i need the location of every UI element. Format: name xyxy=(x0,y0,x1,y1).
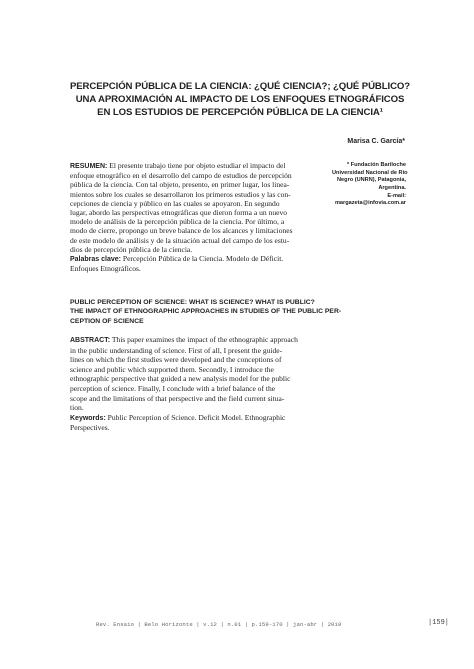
abstract-line: mientos sobre los cuales se desarrollaron los primeros estudios y las con- xyxy=(70,189,291,199)
title-en-line: THE IMPACT OF ETHNOGRAPHIC APPROACHES IN STUDIES OF THE PUBLIC PER- xyxy=(70,308,342,316)
abstract-line: modo de cierre, propongo un breve balance de los alcances y limitaciones xyxy=(70,226,293,236)
abstract-label: RESUMEN: xyxy=(70,163,108,170)
abstract-line: RESUMEN: El presente trabajo tiene por objeto estudiar el impacto del xyxy=(70,161,286,170)
abstract-line: science and public which supported them. Secondly, I introduce the xyxy=(70,364,274,374)
article-title-en xyxy=(70,298,340,326)
abstract-line: enfoque etnográfico en el desarrollo del campo de estudios de percepción xyxy=(70,171,292,181)
abstract-line: lines on which the first studies were developed and the conceptions of xyxy=(70,355,282,365)
affiliation-line: Negro (UNRN), Patagonia, xyxy=(337,177,406,184)
keywords-label: Palabras clave: xyxy=(70,256,121,264)
journal-citation: Rev. Ensaio | Belo Horizonte | v.12 | n.01 | p.159-170 | jan-abr | 2010 xyxy=(96,621,342,628)
title-line: EN LOS ESTUDIOS DE PERCEPCIÓN PÚBLICA DE LA CIENCIA¹ xyxy=(97,107,383,118)
abstract-line: cepciones de ciencia y público en las cuales se apoyaron. En segundo xyxy=(70,198,280,208)
page-number: |159| xyxy=(428,619,450,627)
abstract-es xyxy=(70,161,323,273)
abstract-line: modelo de análisis de la percepción pública de la ciencia. Por último, a xyxy=(70,217,285,227)
title-line: UNA APROXIMACIÓN AL IMPACTO DE LOS ENFOQUES ETNOGRÁFICOS xyxy=(75,94,405,105)
abstract-line: ethnographic perspective that guided a new analysis model for the public xyxy=(70,374,291,384)
author-name: Marisa C. García* xyxy=(347,138,405,145)
abstract-line: de este modelo de análisis y de la situación actual del campo de los estu- xyxy=(70,235,290,245)
keywords-line: Keywords: Public Perception of Science. Deficit Model. Ethnographic xyxy=(70,412,286,422)
title-en-line: CEPTION OF SCIENCE xyxy=(70,317,144,325)
abstract-line: lugar, abordo las perspectivas etnográficas que dieron forma a un nuevo xyxy=(70,208,288,218)
abstract-label: ABSTRACT: xyxy=(70,337,111,344)
article-title-es xyxy=(40,80,440,119)
abstract-line: ABSTRACT: This paper examines the impact of the ethnographic approach xyxy=(70,335,298,344)
author-affiliation xyxy=(332,162,406,208)
affiliation-line: * Fundación Bariloche xyxy=(346,162,406,168)
keywords-label: Keywords: xyxy=(70,414,106,422)
abstract-line: dios de percepción pública de la ciencia. xyxy=(70,244,193,254)
keywords-line: Palabras clave: Percepción Pública de la Ciencia. Modelo de Déficit. xyxy=(70,254,284,264)
keywords-line: Perspectives. xyxy=(70,423,110,433)
abstract-en xyxy=(70,335,335,433)
abstract-line: tion. xyxy=(70,403,84,413)
keywords-line: Enfoques Etnográficos. xyxy=(70,264,141,274)
affiliation-line: Argentina. xyxy=(378,184,406,191)
abstract-line: perception of science. Finally, I conclude with a brief balance of the xyxy=(70,383,276,393)
author-email-link[interactable]: margazeta@infovia.com.ar xyxy=(334,200,406,207)
email-label: E-mail: xyxy=(387,192,406,199)
affiliation-line: Universidad Nacional de Río xyxy=(332,169,408,176)
abstract-line: scope and the limitations of that perspective and the field current situa- xyxy=(70,393,285,403)
title-line: PERCEPCIÓN PÚBLICA DE LA CIENCIA: ¿QUÉ CIENCIA?; ¿QUÉ PÚBLICO? xyxy=(69,81,411,92)
title-en-line: PUBLIC PERCEPTION OF SCIENCE: WHAT IS SCIENCE? WHAT IS PUBLIC? xyxy=(70,299,315,306)
abstract-line: pública de la ciencia. Con tal objeto, presento, en primer lugar, los linea- xyxy=(70,180,290,190)
abstract-line: in the public understanding of science. First of all, I present the guide- xyxy=(70,345,283,355)
